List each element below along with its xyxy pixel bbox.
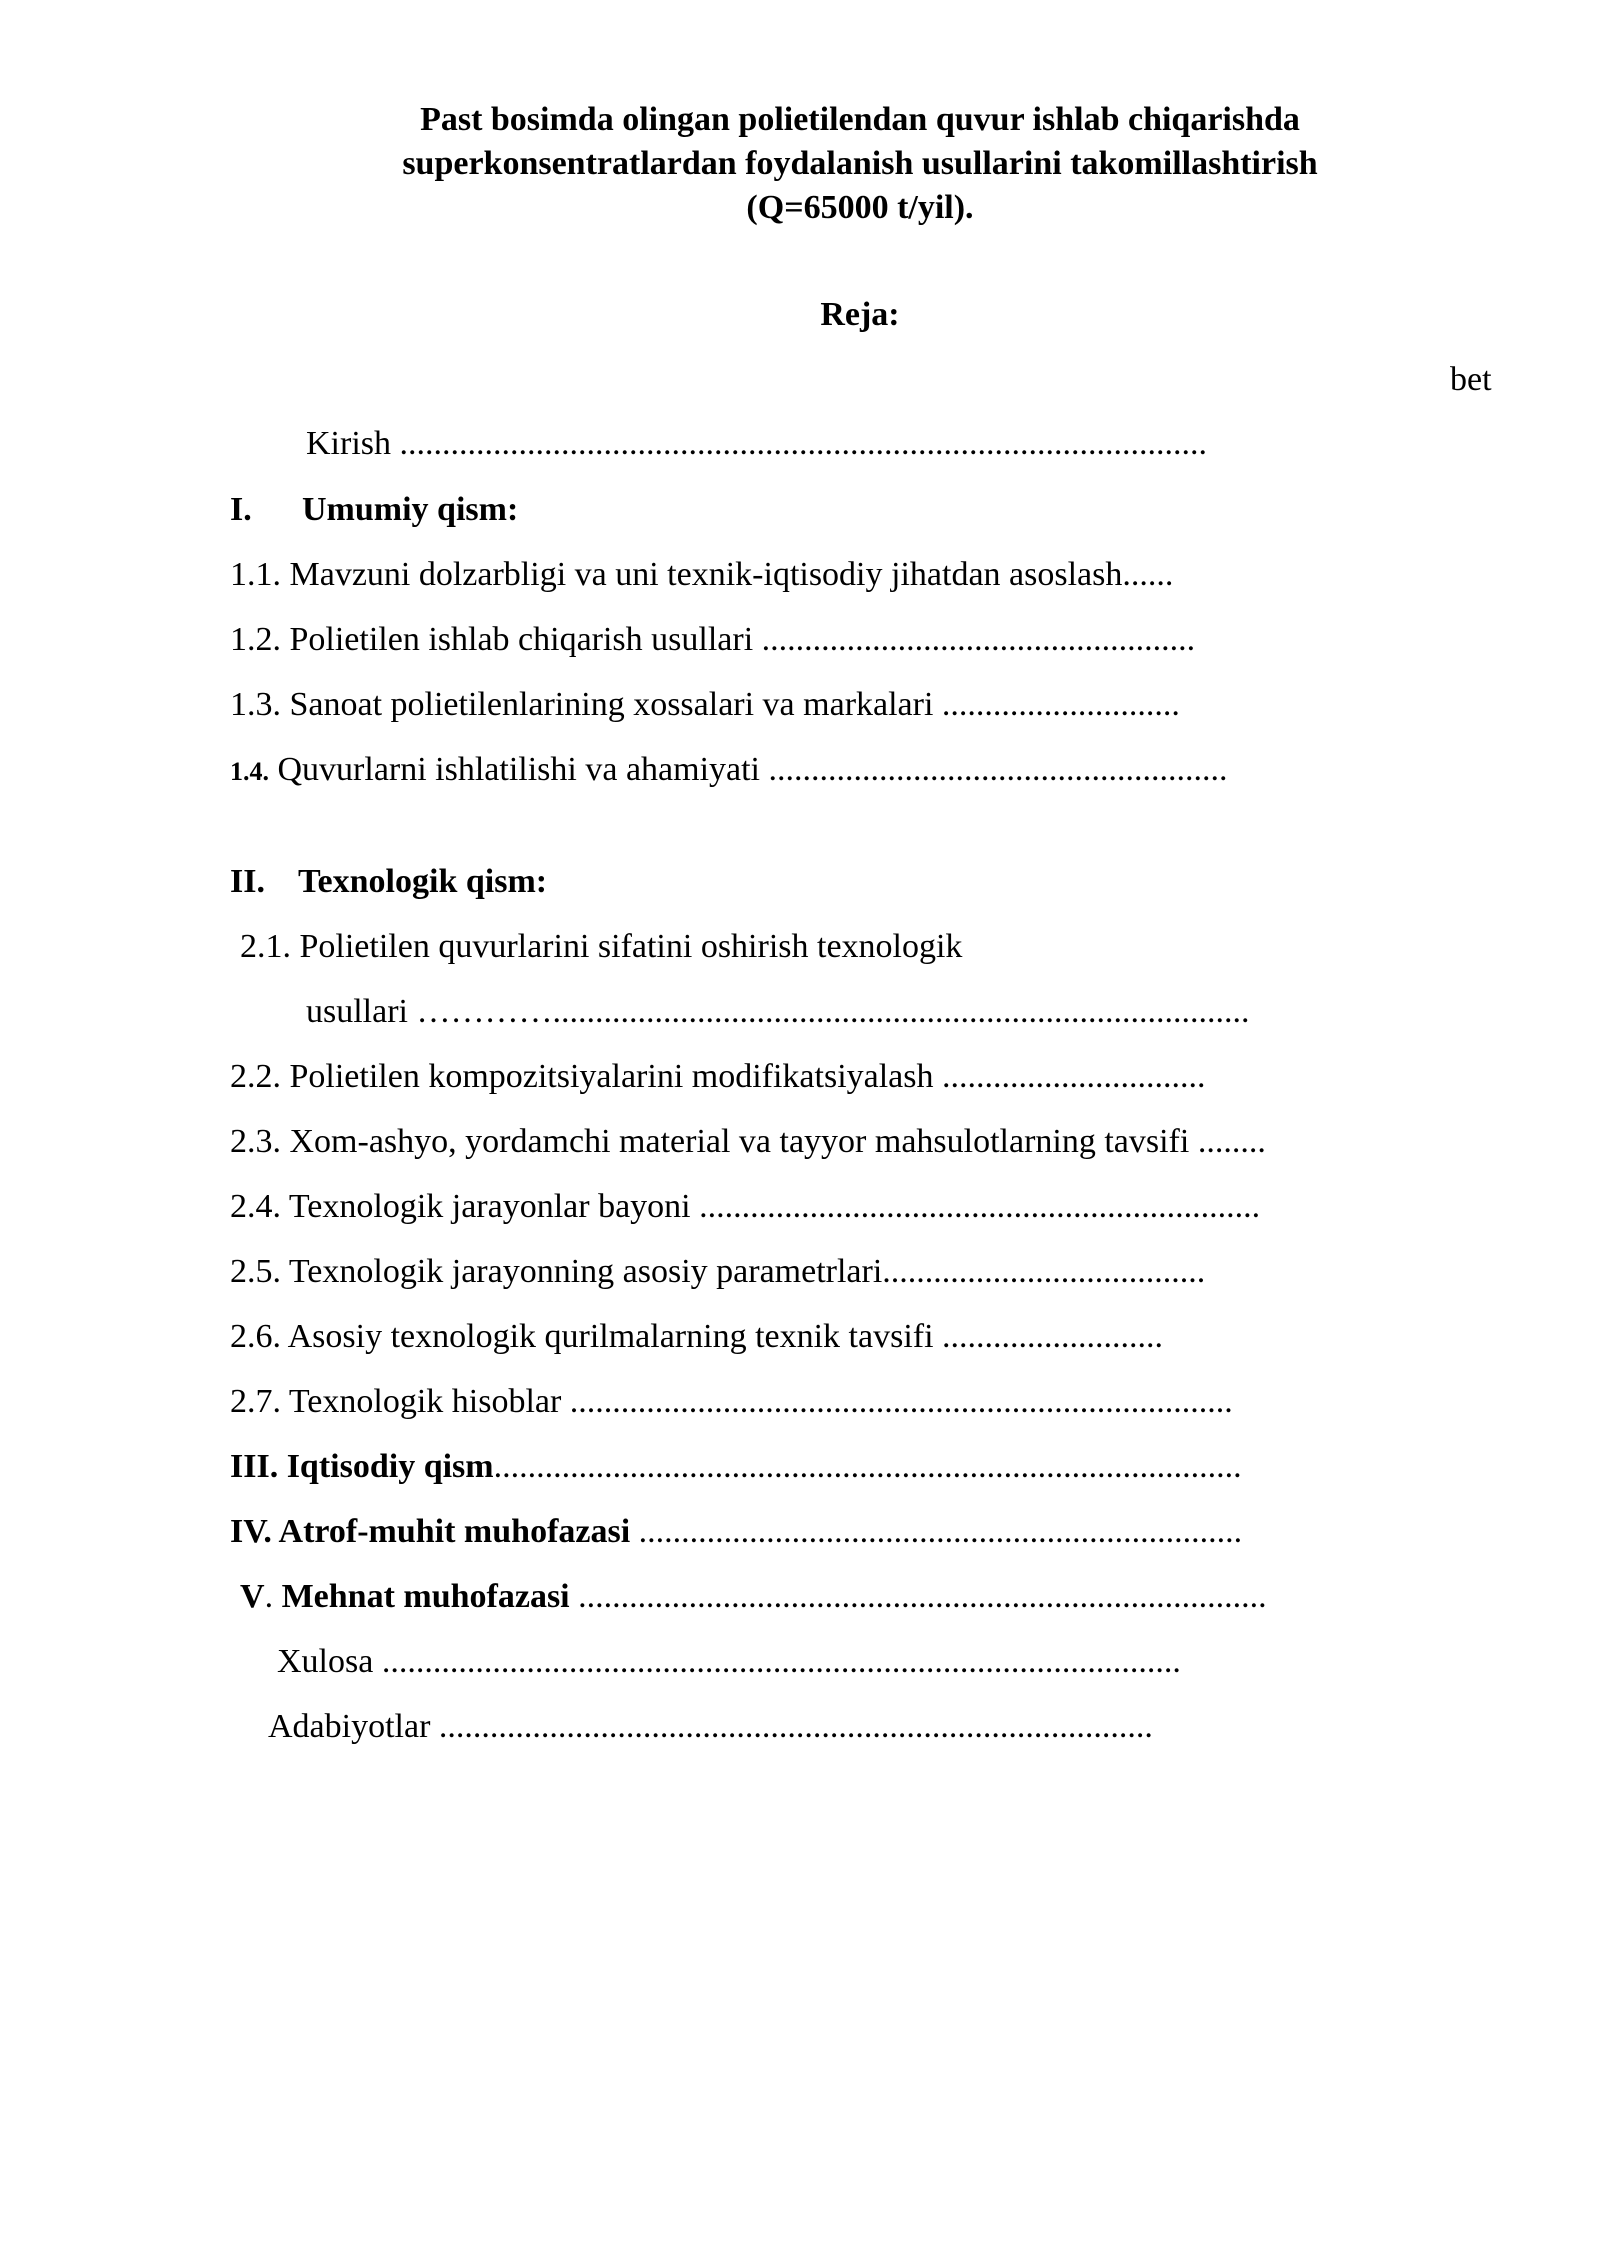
toc-section-3 bbox=[230, 1447, 1242, 1487]
title-line-1: Past bosimda olingan polietilendan quvur ishlab chiqarishda bbox=[420, 101, 1300, 138]
section-1-title: Umumiy qism: bbox=[302, 491, 519, 528]
toc-item-2-7: 2.7. Texnologik hisoblar .............................................................................. bbox=[230, 1383, 1233, 1420]
toc-item-2-5: 2.5. Texnologik jarayonning asosiy parametrlari...................................... bbox=[230, 1253, 1206, 1290]
section-2-number: II. bbox=[230, 863, 265, 900]
toc-item-1-1: 1.1. Mavzuni dolzarbligi va uni texnik-iqtisodiy jihatdan asoslash...... bbox=[230, 556, 1174, 593]
section-5-number: V bbox=[240, 1578, 265, 1615]
toc-item-1-2: 1.2. Polietilen ishlab chiqarish usullari ................................................... bbox=[230, 621, 1196, 658]
section-4-title: IV. Atrof-muhit muhofazasi bbox=[230, 1513, 631, 1550]
title-line-2: superkonsentratlardan foydalanish usullarini takomillashtirish bbox=[402, 145, 1318, 182]
item-1-4-number: 1.4. bbox=[230, 757, 269, 786]
toc-xulosa: Xulosa .............................................................................................. bbox=[277, 1643, 1181, 1680]
toc-adabiyotlar: Adabiyotlar .................................................................................... bbox=[268, 1708, 1153, 1745]
page-column-label: bet bbox=[1450, 361, 1492, 398]
toc-item-2-1-line-1: 2.1. Polietilen quvurlarini sifatini oshirish texnologik bbox=[240, 928, 963, 965]
title-line-3: (Q=65000 t/yil). bbox=[746, 189, 974, 226]
toc-section-5: V. Mehnat muhofazasi ................................................................................. bbox=[240, 1578, 1267, 1615]
toc-section-1 bbox=[230, 490, 518, 530]
section-2-title: Texnologik qism: bbox=[298, 863, 548, 900]
section-3-dots: ........................................................................................ bbox=[493, 1448, 1242, 1485]
toc-item-1-3: 1.3. Sanoat polietilenlarining xossalari va markalari ............................ bbox=[230, 686, 1180, 723]
section-1-number: I. bbox=[230, 491, 252, 528]
toc-item-2-1-line-2: usullari ………….................................................................................. bbox=[306, 993, 1250, 1030]
toc-item-2-4: 2.4. Texnologik jarayonlar bayoni .................................................................. bbox=[230, 1188, 1261, 1225]
section-4-dots: ....................................................................... bbox=[630, 1513, 1243, 1550]
toc-item-2-6: 2.6. Asosiy texnologik qurilmalarning texnik tavsifi .......................... bbox=[230, 1318, 1164, 1355]
toc-item-2-2: 2.2. Polietilen kompozitsiyalarini modifikatsiyalash ............................... bbox=[230, 1058, 1206, 1095]
plan-heading: Reja: bbox=[820, 296, 900, 333]
section-5-dots: ................................................................................. bbox=[569, 1578, 1267, 1615]
section-3-title: III. Iqtisodiy qism bbox=[230, 1448, 494, 1485]
toc-item-1-4 bbox=[230, 750, 1228, 792]
toc-section-4 bbox=[230, 1512, 1242, 1552]
toc-section-2 bbox=[230, 862, 547, 902]
toc-kirish: Kirish ............................................................................................... bbox=[306, 425, 1207, 462]
section-5-title: Mehnat muhofazasi bbox=[281, 1578, 570, 1615]
toc-item-2-3: 2.3. Xom-ashyo, yordamchi material va tayyor mahsulotlarning tavsifi ........ bbox=[230, 1123, 1266, 1160]
item-1-4-text: Quvurlarni ishlatilishi va ahamiyati ...................................................... bbox=[269, 751, 1228, 788]
